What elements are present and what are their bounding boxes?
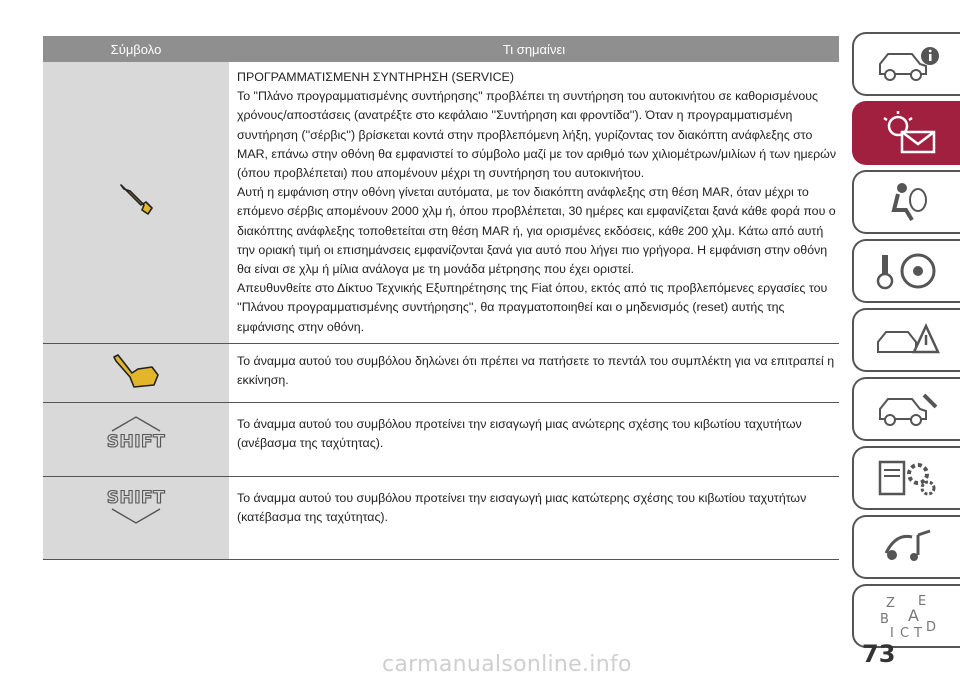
svg-text:D: D: [926, 620, 937, 635]
table-row: [43, 403, 839, 476]
meaning-paragraph: Το άναμμα αυτού του συμβόλου προτείνει την εισαγωγή μιας κατώτερης σχέσης του κιβωτίου ταχυτήτων (κατέβασμα της ταχύτητας).: [237, 490, 807, 524]
tab-emergency[interactable]: [852, 308, 960, 372]
tab-safety[interactable]: [852, 170, 960, 234]
shift-label: SHIFT: [106, 432, 166, 453]
technical-data-gears-icon: [872, 456, 942, 500]
header-meaning: Τι σημαίνει: [502, 41, 566, 57]
symbol-cell: [43, 344, 229, 402]
tab-car-info[interactable]: [852, 32, 960, 96]
svg-text:T: T: [914, 626, 922, 641]
tab-maintenance[interactable]: [852, 377, 960, 441]
svg-text:I: I: [890, 626, 894, 641]
svg-text:Z: Z: [886, 596, 895, 611]
shift-down-icon: [107, 489, 166, 525]
symbol-cell: [43, 62, 229, 343]
tab-warning-lights[interactable]: [852, 101, 960, 165]
service-title: ΠΡΟΓΡΑΜΜΑΤΙΣΜΕΝΗ ΣΥΝΤΗΡΗΣΗ (SERVICE): [237, 70, 514, 84]
meaning-cell: [229, 344, 839, 402]
clutch-pedal-icon: [108, 353, 164, 394]
svg-text:A: A: [908, 606, 919, 625]
tab-multimedia[interactable]: [852, 515, 960, 579]
key-steering-wheel-icon: [872, 249, 942, 293]
warning-light-envelope-icon: [872, 110, 942, 156]
tab-starting-driving[interactable]: [852, 239, 960, 303]
shift-label: SHIFT: [106, 487, 166, 508]
alphabetical-index-icon: [872, 591, 942, 641]
meaning-paragraph: Απευθυνθείτε στο Δίκτυο Τεχνικής Εξυπηρέτησης της Fiat όπου, εκτός από τις προβλεπόμενες εργασίες του ''Πλάνου προγραμματισμένης συντήρησης'', θα πραγματοποιηθεί και ο μηδενισμός (reset) αυτής της εμφάνισης στην οθόνη.: [237, 281, 828, 334]
wrench-icon: [113, 180, 159, 225]
meaning-cell: [229, 62, 839, 343]
watermark: carmanualsonline.info: [382, 652, 632, 677]
svg-text:C: C: [900, 626, 910, 641]
meaning-cell: [229, 477, 839, 559]
chevron-down-icon: [110, 507, 162, 525]
car-info-icon: [872, 44, 942, 84]
table-row: [43, 62, 839, 344]
chapter-tabs: [852, 32, 960, 653]
tab-index[interactable]: [852, 584, 960, 648]
multimedia-icon: [872, 525, 942, 569]
table-row: [43, 344, 839, 403]
svg-text:B: B: [880, 612, 889, 627]
meaning-cell: [229, 403, 839, 475]
symbols-table: [43, 36, 839, 560]
symbol-cell: [43, 403, 229, 475]
symbol-cell: [43, 477, 229, 559]
shift-up-icon: [107, 415, 166, 451]
car-breakdown-warning-icon: [872, 318, 942, 362]
table-header: [43, 36, 839, 62]
page-number: 73: [862, 640, 896, 668]
seat-airbag-icon: [872, 180, 942, 224]
svg-text:E: E: [918, 594, 927, 609]
meaning-paragraph: Το άναμμα αυτού του συμβόλου προτείνει την εισαγωγή μιας ανώτερης σχέσης του κιβωτίου ταχυτήτων (ανέβασμα της ταχύτητας).: [237, 417, 802, 451]
table-row: [43, 477, 839, 560]
meaning-paragraph: Αυτή η εμφάνιση στην οθόνη γίνεται αυτόματα, με τον διακόπτη ανάφλεξης στη θέση MAR, όταν μέχρι το επόμενο σέρβις απομένουν 2000 χλμ ή, όπου προβλέπεται, 30 ημέρες και εμφανίζεται ξανά κάθε φορά που ο διακόπτης ανάφλεξης τοποθετείται στη θέση MAR ή, για ορισμένες εκδόσεις, κάθε 200 χλμ. Κάτω από αυτή την οριακή τιμή οι επισημάνσεις εμφανίζονται ξανά για αυτό που λήγει πιο γρήγορα. Η εμφάνιση στην οθόνη θα είναι σε χλμ ή μίλια ανάλογα με τη μονάδα μέτρησης που έχει οριστεί.: [237, 185, 836, 277]
car-maintenance-icon: [872, 387, 942, 431]
meaning-paragraph: Το "Πλάνο προγραμματισμένης συντήρησης" προβλέπει τη συντήρηση του αυτοκινήτου σε καθορισμένους χρόνους/αποστάσεις (ανατρέξτε στο κεφάλαιο ''Συντήρηση και φροντίδα''). Όταν η προγραμματισμένη συντήρηση (''σέρβις'') βρίσκεται κοντά στην προβλεπόμενη λήξη, γυρίζοντας τον διακόπτη ανάφλεξης στο MAR, επάνω στην οθόνη θα εμφανιστεί το σύμβολο μαζί με τον αριθμό των χιλιομέτρων/μιλίων ή των ημερών (όπου προβλέπεται) που απομένουν μέχρι τη συντήρηση του αυτοκινήτου.: [237, 89, 837, 181]
chevron-up-icon: [110, 415, 162, 433]
meaning-paragraph: Το άναμμα αυτού του συμβόλου δηλώνει ότι πρέπει να πατήσετε το πεντάλ του συμπλέκτη για να επιτραπεί η εκκίνηση.: [237, 353, 835, 388]
header-symbol: Σύμβολο: [110, 41, 162, 57]
tab-technical-data[interactable]: [852, 446, 960, 510]
